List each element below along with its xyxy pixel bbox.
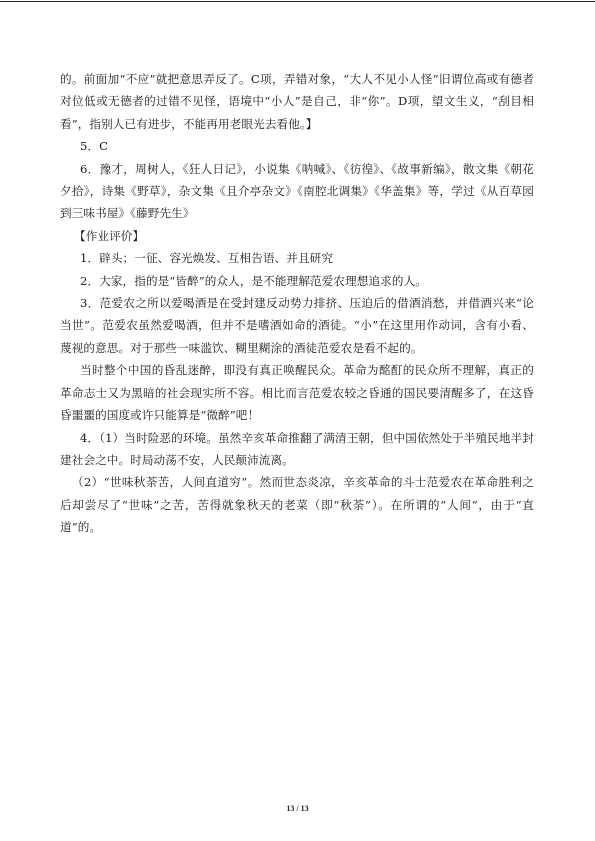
- answer-explanation-continued: 的。前面加“不应”就把意思弄反了。C项，弄错对象，“大人不见小人怪”旧谓位高或有德者对位低或无德者的过错不见怪，语境中“小人”是自己，非“你”。D项，望文生义，“刮目相看”，指别人已有进步，不能再用老眼光去看他。】: [60, 72, 534, 131]
- evaluation-answer-4-part-1: 4．（1）当时险恶的环境。虽然辛亥革命推翻了满清王朝，但中国依然处于半殖民地半封建社会之中。时局动荡不安，人民颠沛流离。: [60, 430, 534, 467]
- document-body: [60, 68, 534, 539]
- header-rule: [0, 1, 595, 2]
- page-number: 13 / 13: [286, 804, 309, 813]
- evaluation-answer-4-part-2: （2）“世味秋荼苦，人间直道穷”。然而世态炎凉，辛亥革命的斗士范爱农在革命胜利之后却尝尽了“世味”之苦，苦得就象秋天的老菜（即“秋荼”）。在所谓的“人间”，由于“直道”的。: [60, 475, 534, 535]
- answer-5: 5．C: [80, 139, 109, 154]
- evaluation-answer-2: 2．大家，指的是“皆醉”的众人，是不能理解范爱农理想追求的人。: [80, 273, 427, 288]
- answer-6: 6．豫才，周树人，《狂人日记》，小说集《呐喊》、《彷徨》、《故事新编》，散文集《朝花夕拾》，诗集《野草》，杂文集《且介亭杂文》《南腔北调集》《华盖集》等，学过《从百草园到三味书屋》《藤野先生》: [60, 161, 534, 221]
- evaluation-answer-3: 3．范爱农之所以爱喝酒是在受封建反动势力排挤、压迫后的借酒消愁，并借酒兴来“论当世”。范爱农虽然爱喝酒，但并不是嗜酒如命的酒徒。“小”在这里用作动词，含有小看、蔑视的意思。对于那些一味滥饮、糊里糊涂的酒徒范爱农是看不起的。: [60, 296, 534, 355]
- evaluation-answer-3-continued: 当时整个中国的昏乱迷醉，即没有真正唤醒民众。革命为酩酊的民众所不理解，真正的革命志士又为黑暗的社会现实所不容。相比而言范爱农较之昏通的国民要清醒多了，在这昏昏噩噩的国度或许只能算是“微醉”吧！: [60, 363, 534, 423]
- section-heading-homework-evaluation: 【作业评价】: [74, 228, 145, 243]
- evaluation-answer-1: 1．辟头；一征、容光焕发、互相告语、并且研究: [80, 251, 334, 266]
